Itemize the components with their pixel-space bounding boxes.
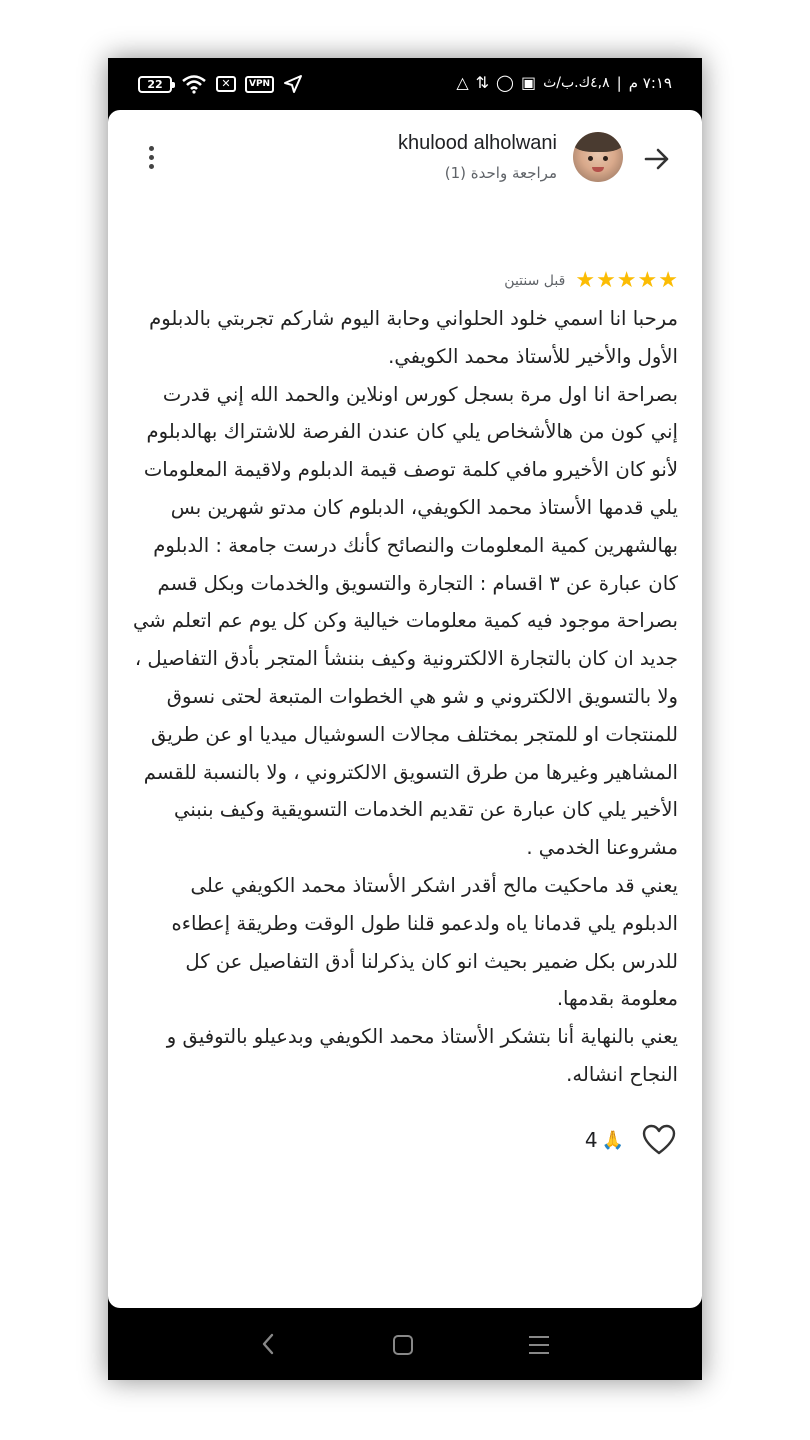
status-icons-right	[456, 74, 672, 92]
drive-icon: △	[456, 73, 469, 92]
review-body	[130, 300, 678, 1094]
pray-icon: 🙏	[601, 1129, 624, 1151]
wifi-icon	[181, 74, 207, 94]
network-speed: ٤,٨ك.ب/ث	[543, 75, 610, 91]
review-paragraph: مرحبا انا اسمي خلود الحلواني وحابة اليوم شاركم تجربتي بالدبلوم الأول والأخير للأستاذ محمد الكويفي.	[149, 307, 678, 368]
review-time: قبل سنتين	[504, 273, 566, 289]
whatsapp-icon: ◯	[496, 73, 514, 92]
vpn-icon: VPN	[245, 76, 274, 93]
review-paragraph: بصراحة انا اول مرة بسجل كورس اونلاين والحمد الله إني قدرت إني كون من هالأشخاص يلي كان عندن الفرصة للاشتراك بهالدبلوم لأنو كان الأخيرو مافي كلمة توصف قيمة الدبلوم ولاقيمة المعلومات يلي قدمها الأستاذ محمد الكويفي، الدبلوم كان مدتو شهرين بس بهالشهرين كمية المعلومات والنصائح كأنك درست جامعة : الدبلوم كان عبارة عن ٣ اقسام : التجارة والتسويق والخدمات وبكل قسم بصراحة موجود فيه كمية معلومات خيالية وكن كل يوم عم اتعلم شي جديد ان كان بالتجارة الالكترونية وكيف بننشأ المتجر بأدق التفاصيل ، ولا بالتسويق الالكتروني و شو هي الخطوات المتبعة لحتى نسوق للمنتجات او للمتجر بمختلف مجالات السوشيال ميديا او عن طريق المشاهير وغيرها من طرق التسويق الالكتروني ، ولا بالنسبة للقسم الأخير يلي كان عبارة عن تقديم الخدمات التسويقية وكيف بنبني مشروعنا الخدمي .	[132, 382, 678, 860]
avatar-eye	[603, 156, 608, 161]
star-icon: ★	[596, 268, 616, 293]
star-icon: ★	[637, 268, 658, 293]
review-paragraph: يعني بالنهاية أنا بتشكر الأستاذ محمد الكويفي وبدعيلو بالتوفيق و النجاح انشاله.	[166, 1025, 678, 1086]
rating-row	[504, 270, 678, 292]
more-vert-icon[interactable]	[146, 146, 156, 172]
battery-icon	[138, 76, 172, 93]
avatar[interactable]	[573, 132, 623, 182]
nfc-icon: ▣	[520, 73, 537, 92]
phone-frame	[108, 58, 702, 1380]
avatar-hair	[573, 132, 623, 152]
reviewer-name[interactable]: khulood alholwani	[397, 132, 557, 154]
reviewer-review-count: مراجعة واحدة (1)	[444, 164, 557, 182]
status-icons-left	[138, 74, 303, 94]
location-arrow-icon	[283, 74, 303, 94]
data-transfer-icon: ⇅	[475, 73, 490, 92]
divider: |	[616, 74, 622, 92]
star-icon: ★	[575, 268, 596, 293]
avatar-mouth	[592, 167, 604, 172]
star-rating	[575, 270, 678, 292]
battery-level: 22	[147, 77, 163, 91]
review-card	[108, 110, 702, 1308]
star-icon: ★	[616, 268, 637, 293]
arrow-right-icon[interactable]	[642, 144, 672, 174]
avatar-eye	[588, 156, 593, 161]
nav-back-icon[interactable]	[260, 1332, 276, 1356]
reaction-count: 4	[584, 1128, 598, 1152]
system-nav-bar	[108, 1308, 702, 1380]
nav-recents-icon[interactable]	[529, 1336, 549, 1360]
reaction-count-group	[585, 1128, 624, 1152]
clock: ٧:١٩ م	[628, 74, 672, 92]
reactions-row	[585, 1124, 676, 1156]
nav-home-icon[interactable]	[393, 1335, 413, 1355]
review-paragraph: يعني قد ماحكيت مالح أقدر اشكر الأستاذ محمد الكويفي على الدبلوم يلي قدمانا ياه ولدعمو قلنا طول الوقت وطريقة إعطاءه للدرس بكل ضمير بحيث انو كان يذكرلنا أدق التفاصيل عن كل معلومة بقدمها.	[171, 873, 678, 1011]
data-off-icon: ✕	[216, 76, 236, 92]
star-icon: ★	[658, 268, 678, 293]
status-bar	[108, 58, 702, 110]
heart-icon[interactable]	[642, 1124, 676, 1156]
